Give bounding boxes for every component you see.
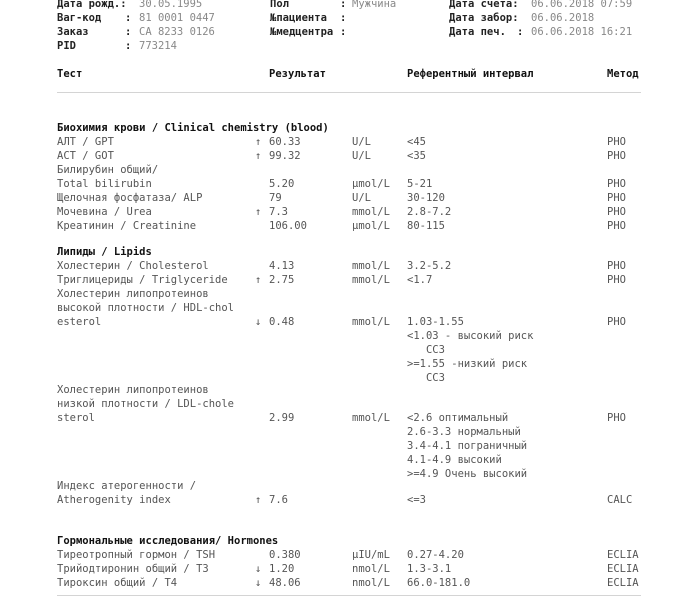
header-divider bbox=[57, 92, 641, 93]
flag-up-icon: ↑ bbox=[255, 150, 262, 162]
table-row bbox=[0, 494, 677, 508]
unit: nmol/L bbox=[352, 563, 390, 575]
col-result: Результат bbox=[269, 68, 326, 80]
print-date-label: Дата печ. bbox=[449, 26, 506, 38]
flag-up-icon: ↑ bbox=[255, 274, 262, 286]
print-date-value: 06.06.2018 16:21 bbox=[531, 26, 633, 38]
ref-range: <2.6 оптимальный bbox=[407, 412, 509, 424]
colon: : bbox=[125, 26, 132, 38]
ref-range: <45 bbox=[407, 136, 426, 148]
test-name: Холестерин липопротеинов bbox=[57, 384, 209, 396]
col-ref: Референтный интервал bbox=[407, 68, 534, 80]
sample-date-label: Дата забор: bbox=[449, 12, 519, 24]
pid-value: 773214 bbox=[139, 40, 177, 52]
table-row bbox=[0, 274, 677, 288]
result-value: 60.33 bbox=[269, 136, 301, 148]
ref-range: 80-115 bbox=[407, 220, 445, 232]
ref-note-line: 3.4-4.1 пограничный bbox=[407, 440, 528, 452]
test-name: Total bilirubin bbox=[57, 178, 152, 190]
dob-value: 30.05.1995 bbox=[139, 0, 203, 10]
unit: mmol/L bbox=[352, 316, 390, 328]
sex-value: Мужчина bbox=[352, 0, 397, 10]
footer-divider bbox=[57, 595, 641, 596]
result-value: 7.6 bbox=[269, 494, 288, 506]
unit: µIU/mL bbox=[352, 549, 390, 561]
test-name: Билирубин общий/ bbox=[57, 164, 159, 176]
barcode-value: 81 0001 0447 bbox=[139, 12, 215, 24]
ref-range: 2.8-7.2 bbox=[407, 206, 452, 218]
table-row bbox=[0, 577, 677, 591]
pid-label: PID bbox=[57, 40, 76, 52]
test-name: АСТ / GOT bbox=[57, 150, 114, 162]
method: ECLIA bbox=[607, 549, 639, 561]
result-value: 7.3 bbox=[269, 206, 288, 218]
column-header bbox=[0, 68, 677, 82]
table-row bbox=[0, 192, 677, 206]
method: ECLIA bbox=[607, 577, 639, 589]
order-value: CA 8233 0126 bbox=[139, 26, 215, 38]
table-row bbox=[0, 220, 677, 234]
invoice-date-label: Дата счета: bbox=[449, 0, 519, 10]
unit: mmol/L bbox=[352, 260, 390, 272]
medcenter-label: №медцентра bbox=[270, 26, 334, 38]
section-biochem: Биохимия крови / Clinical chemistry (blood) bbox=[57, 122, 329, 134]
ref-note-line: ССЗ bbox=[407, 372, 445, 384]
col-method: Метод bbox=[607, 68, 639, 80]
test-name: Трийодтиронин общий / T3 bbox=[57, 563, 209, 575]
table-row bbox=[0, 412, 677, 426]
unit: mmol/L bbox=[352, 206, 390, 218]
patient-no-label: №пациента bbox=[270, 12, 327, 24]
ref-range: 0.27-4.20 bbox=[407, 549, 464, 561]
test-name: низкой плотности / LDL-chole bbox=[57, 398, 235, 410]
test-name: Тироксин общий / T4 bbox=[57, 577, 178, 589]
barcode-label: Ваг-код bbox=[57, 12, 102, 24]
method: PHO bbox=[607, 316, 626, 328]
table-row bbox=[0, 316, 677, 330]
test-name: sterol bbox=[57, 412, 95, 424]
test-name: высокой плотности / HDL-chol bbox=[57, 302, 235, 314]
section-lipids: Липиды / Lipids bbox=[57, 246, 152, 258]
method: PHO bbox=[607, 260, 626, 272]
table-row bbox=[0, 178, 677, 192]
dob-label: Дата рожд.: bbox=[57, 0, 127, 10]
ref-range: <35 bbox=[407, 150, 426, 162]
table-row bbox=[0, 164, 677, 178]
unit: U/L bbox=[352, 150, 371, 162]
colon: : bbox=[340, 26, 347, 38]
order-label: Заказ bbox=[57, 26, 89, 38]
table-row bbox=[0, 398, 677, 412]
test-name: Холестерин липопротеинов bbox=[57, 288, 209, 300]
ref-note bbox=[0, 426, 677, 440]
ref-range: <1.7 bbox=[407, 274, 433, 286]
flag-down-icon: ↓ bbox=[255, 577, 262, 589]
result-value: 0.48 bbox=[269, 316, 295, 328]
ref-note-line: <1.03 - высокий риск bbox=[407, 330, 534, 342]
result-value: 2.99 bbox=[269, 412, 295, 424]
ref-note-line: >=1.55 -низкий риск bbox=[407, 358, 528, 370]
col-test: Тест bbox=[57, 68, 83, 80]
test-name: АЛТ / GPT bbox=[57, 136, 114, 148]
ref-note bbox=[0, 344, 677, 358]
test-name: Atherogenity index bbox=[57, 494, 171, 506]
ref-range: 30-120 bbox=[407, 192, 445, 204]
table-row bbox=[0, 260, 677, 274]
colon: : bbox=[125, 40, 132, 52]
unit: µmol/L bbox=[352, 178, 390, 190]
flag-down-icon: ↓ bbox=[255, 316, 262, 328]
result-value: 99.32 bbox=[269, 150, 301, 162]
colon: : bbox=[340, 0, 347, 10]
method: PHO bbox=[607, 206, 626, 218]
table-row bbox=[0, 206, 677, 220]
test-name: Щелочная фосфатаза/ ALP bbox=[57, 192, 203, 204]
unit: nmol/L bbox=[352, 577, 390, 589]
ref-range: 1.3-3.1 bbox=[407, 563, 452, 575]
test-name: Креатинин / Creatinine bbox=[57, 220, 197, 232]
result-value: 2.75 bbox=[269, 274, 295, 286]
table-row bbox=[0, 549, 677, 563]
table-row bbox=[0, 150, 677, 164]
flag-up-icon: ↑ bbox=[255, 494, 262, 506]
ref-note-line: ССЗ bbox=[407, 344, 445, 356]
method: PHO bbox=[607, 136, 626, 148]
test-name: Холестерин / Cholesterol bbox=[57, 260, 209, 272]
result-value: 79 bbox=[269, 192, 282, 204]
unit: mmol/L bbox=[352, 412, 390, 424]
unit: mmol/L bbox=[352, 274, 390, 286]
result-value: 0.380 bbox=[269, 549, 301, 561]
method: ECLIA bbox=[607, 563, 639, 575]
colon: : bbox=[340, 12, 347, 24]
result-value: 48.06 bbox=[269, 577, 301, 589]
invoice-date-value: 06.06.2018 07:59 bbox=[531, 0, 633, 10]
sample-date-value: 06.06.2018 bbox=[531, 12, 595, 24]
test-name: esterol bbox=[57, 316, 102, 328]
table-row bbox=[0, 480, 677, 494]
flag-up-icon: ↑ bbox=[255, 206, 262, 218]
test-name: Индекс атерогенности / bbox=[57, 480, 197, 492]
sex-label: Пол bbox=[270, 0, 289, 10]
table-row bbox=[0, 302, 677, 316]
method: CALC bbox=[607, 494, 633, 506]
method: PHO bbox=[607, 412, 626, 424]
ref-note bbox=[0, 330, 677, 344]
result-value: 1.20 bbox=[269, 563, 295, 575]
ref-range: 5-21 bbox=[407, 178, 433, 190]
ref-range: 1.03-1.55 bbox=[407, 316, 464, 328]
test-name: Триглицериды / Triglyceride bbox=[57, 274, 228, 286]
ref-range: <=3 bbox=[407, 494, 426, 506]
ref-note-line: 2.6-3.3 нормальный bbox=[407, 426, 521, 438]
flag-up-icon: ↑ bbox=[255, 136, 262, 148]
result-value: 5.20 bbox=[269, 178, 295, 190]
ref-range: 3.2-5.2 bbox=[407, 260, 452, 272]
unit: µmol/L bbox=[352, 220, 390, 232]
ref-note bbox=[0, 454, 677, 468]
method: PHO bbox=[607, 220, 626, 232]
colon: : bbox=[125, 12, 132, 24]
ref-range: 66.0-181.0 bbox=[407, 577, 471, 589]
method: PHO bbox=[607, 192, 626, 204]
table-row bbox=[0, 288, 677, 302]
method: PHO bbox=[607, 178, 626, 190]
flag-down-icon: ↓ bbox=[255, 563, 262, 575]
test-name: Мочевина / Urea bbox=[57, 206, 152, 218]
section-hormones: Гормональные исследования/ Hormones bbox=[57, 535, 279, 547]
result-value: 106.00 bbox=[269, 220, 307, 232]
test-name: Тиреотропный гормон / TSH bbox=[57, 549, 216, 561]
method: PHO bbox=[607, 274, 626, 286]
table-row bbox=[0, 563, 677, 577]
unit: U/L bbox=[352, 136, 371, 148]
ref-note bbox=[0, 440, 677, 454]
table-row bbox=[0, 384, 677, 398]
ref-note bbox=[0, 358, 677, 372]
ref-note-line: >=4.9 Очень высокий bbox=[407, 468, 528, 480]
unit: U/L bbox=[352, 192, 371, 204]
colon: : bbox=[517, 26, 524, 38]
method: PHO bbox=[607, 150, 626, 162]
table-row bbox=[0, 136, 677, 150]
result-value: 4.13 bbox=[269, 260, 295, 272]
ref-note-line: 4.1-4.9 высокий bbox=[407, 454, 502, 466]
